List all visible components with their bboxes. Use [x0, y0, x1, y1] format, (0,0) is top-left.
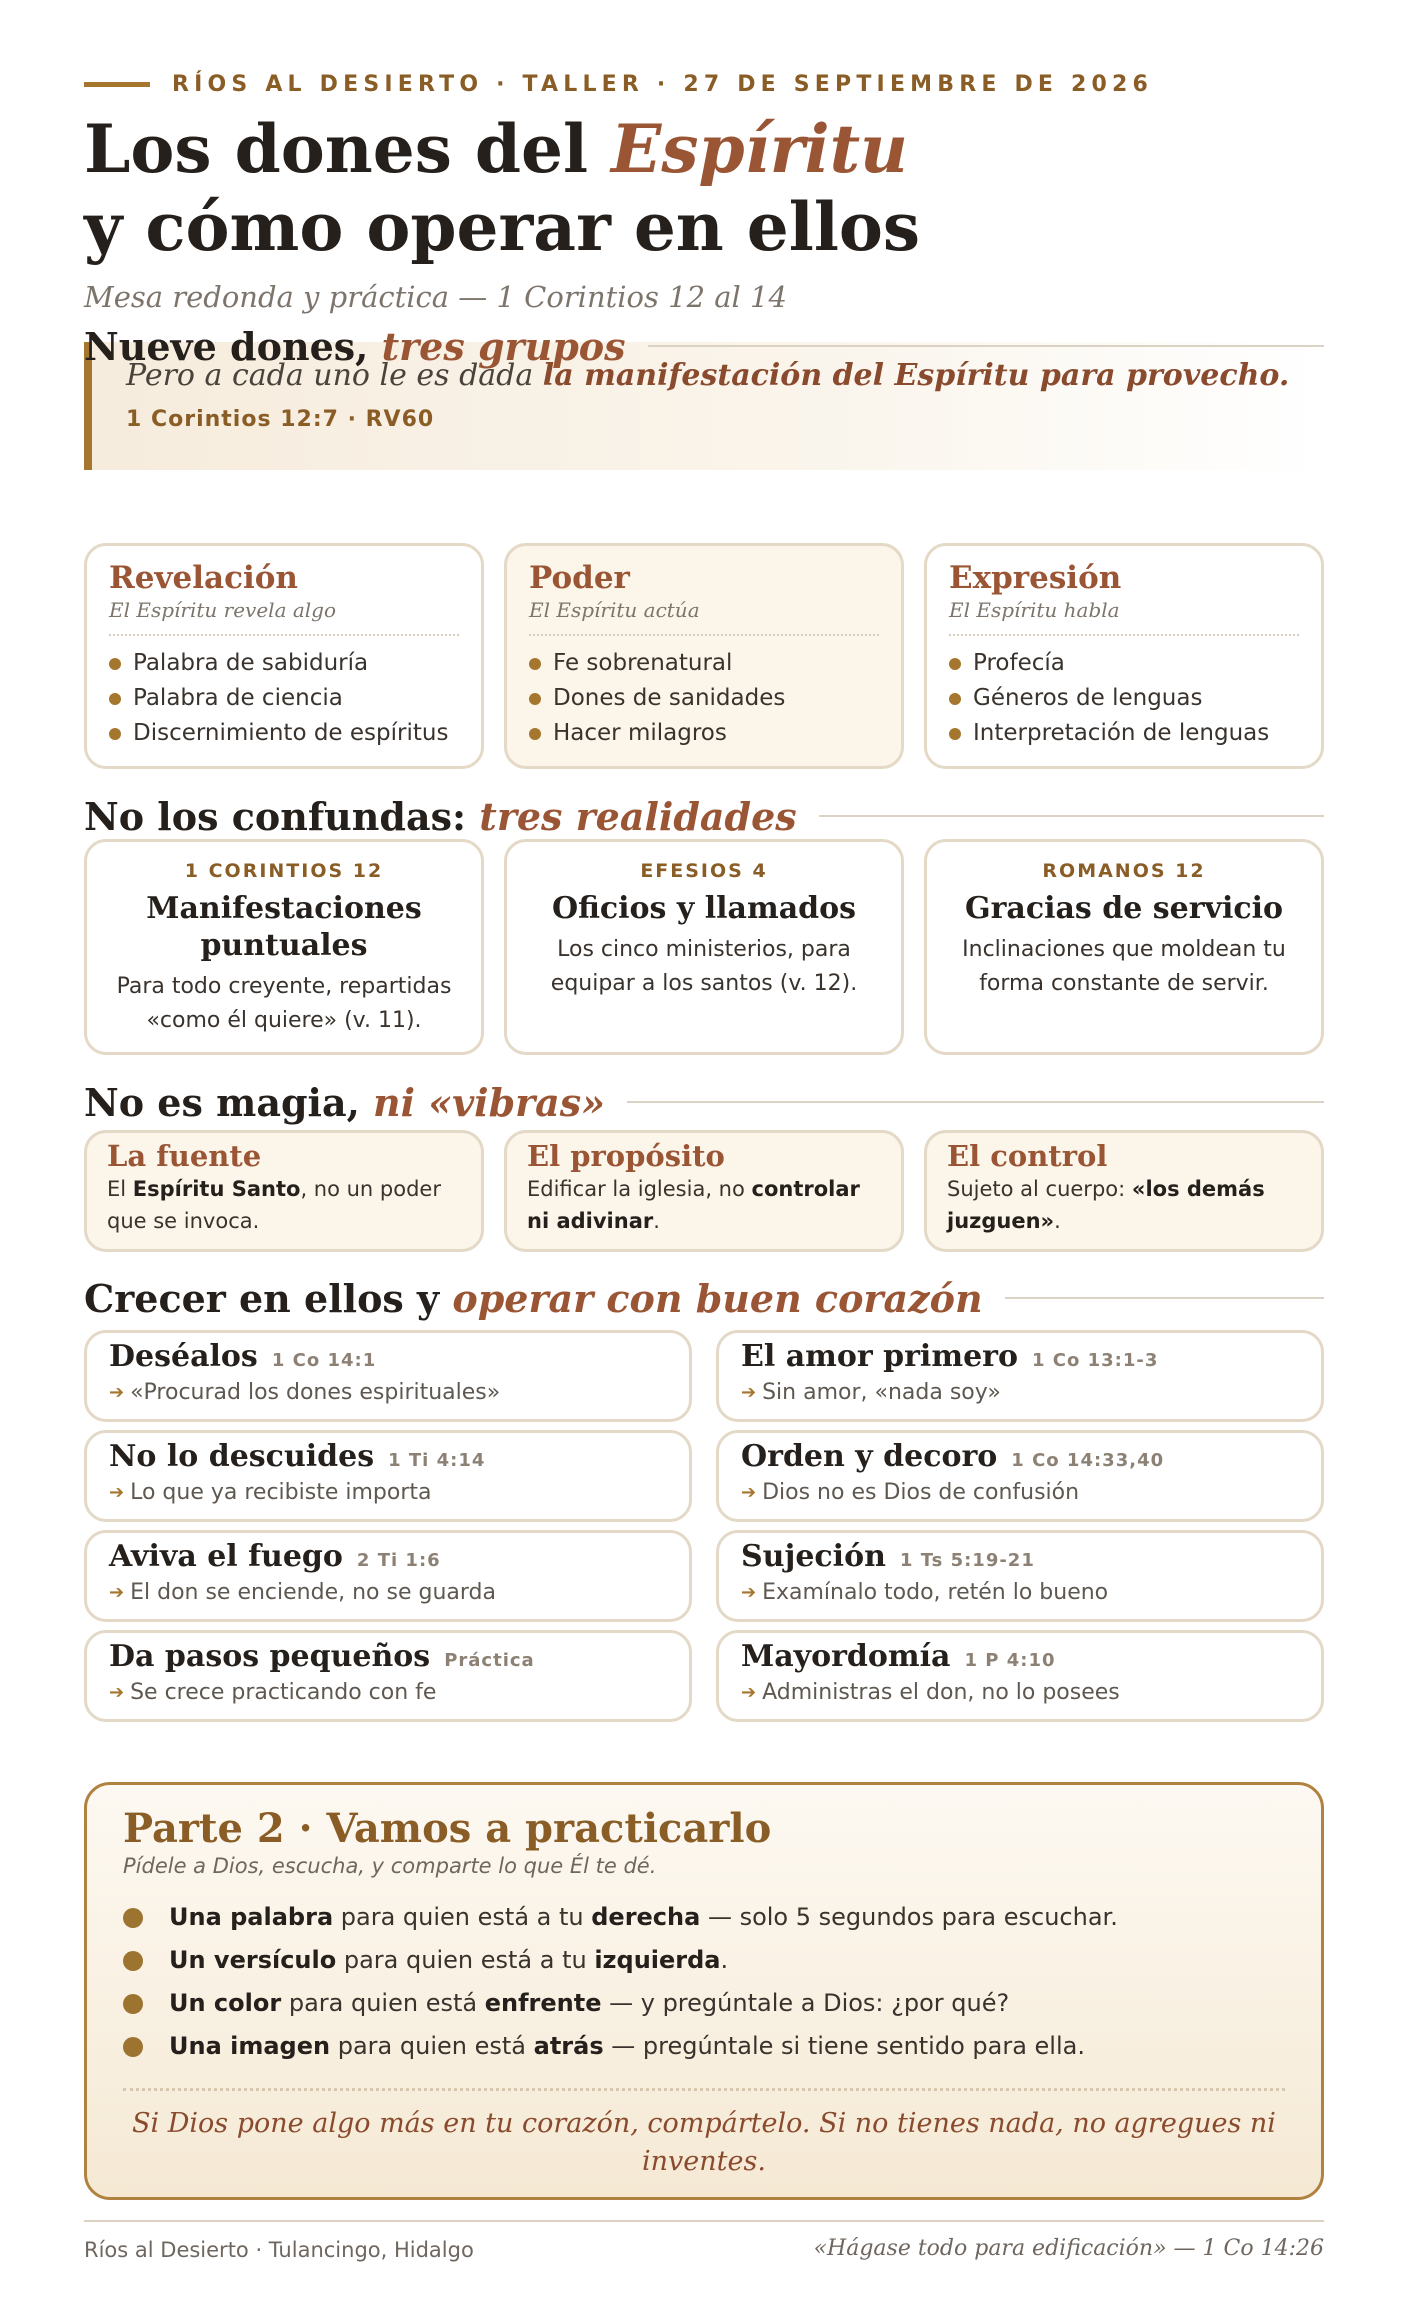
reality-title: Gracias de servicio — [964, 891, 1284, 926]
grow-desc — [741, 1380, 1301, 1405]
reality-card-offices — [504, 839, 904, 1055]
grow-desc-text: «Procurad los dones espirituales» — [130, 1380, 501, 1405]
group-card-revelation — [84, 543, 484, 769]
grow-card — [716, 1430, 1324, 1522]
footer-left: Ríos al Desierto · Tulancingo, Hidalgo — [84, 2238, 474, 2262]
title-line1-accent: Espíritu — [611, 110, 909, 188]
practice-item-bold: Una imagen — [169, 2032, 331, 2060]
arrow-right-icon: ➔ — [109, 1382, 125, 1403]
arrow-right-icon: ➔ — [741, 1582, 757, 1603]
grow-desc — [109, 1480, 669, 1505]
practice-item-text-part: — y pregúntale a Dios: ¿por qué? — [601, 1989, 1010, 2017]
grow-desc — [109, 1380, 669, 1405]
arrow-right-icon: ➔ — [741, 1682, 757, 1703]
section-title-accent: tres grupos — [381, 323, 626, 369]
bullet-dot-icon — [529, 728, 541, 740]
magic-desc — [107, 1173, 461, 1237]
reality-title: Manifestaciones puntuales — [146, 891, 422, 963]
bullet-dot-icon — [123, 1908, 143, 1928]
reality-card-manifestations — [84, 839, 484, 1055]
grow-title: Orden y decoro — [741, 1439, 998, 1474]
grow-desc — [741, 1480, 1301, 1505]
list-item — [123, 2025, 1285, 2068]
kicker-text: RÍOS AL DESIERTO · TALLER · 27 DE SEPTIEMBRE DE 2026 — [172, 71, 1154, 97]
grow-ref: 1 Ts 5:19-21 — [899, 1550, 1035, 1571]
group-list — [529, 646, 879, 751]
practice-item-bold: enfrente — [484, 1989, 602, 2017]
group-name: Expresión — [949, 560, 1122, 596]
practice-note: Si Dios pone algo más en tu corazón, compártelo. Si no tienes nada, no agregues ni inventes. — [123, 2088, 1285, 2181]
section-title — [84, 1080, 605, 1125]
bullet-dot-icon — [109, 728, 121, 740]
grow-head — [109, 1439, 669, 1474]
section-heading-magic — [84, 1076, 1324, 1128]
list-item-text: Dones de sanidades — [553, 685, 786, 711]
practice-item-text — [169, 1896, 1118, 1939]
practice-item-bold: izquierda — [594, 1946, 721, 1974]
grow-desc-text: El don se enciende, no se guarda — [130, 1580, 496, 1605]
grow-desc-text: Lo que ya recibiste importa — [130, 1480, 432, 1505]
list-item-text: Profecía — [973, 650, 1065, 676]
list-item-text: Hacer milagros — [553, 720, 727, 746]
list-item — [109, 646, 459, 681]
grow-desc — [109, 1680, 669, 1705]
section-title-pre: No es magia, — [84, 1079, 374, 1125]
magic-title: La fuente — [107, 1139, 262, 1173]
list-item — [529, 716, 879, 751]
bullet-dot-icon — [529, 658, 541, 670]
grow-head — [741, 1539, 1301, 1574]
grow-head — [741, 1639, 1301, 1674]
grow-ref: 1 Co 14:33,40 — [1011, 1450, 1165, 1471]
practice-item-text-part: — pregúntale si tiene sentido para ella. — [603, 2032, 1085, 2060]
reality-ref: ROMANOS 12 — [1042, 860, 1206, 882]
section-rule — [1005, 1297, 1324, 1299]
grow-card — [716, 1630, 1324, 1722]
grow-head — [109, 1639, 669, 1674]
bullet-dot-icon — [123, 2037, 143, 2057]
reality-ref: 1 CORINTIOS 12 — [184, 860, 384, 882]
bullet-dot-icon — [949, 728, 961, 740]
grow-title: Deséalos — [109, 1339, 258, 1374]
grow-desc-text: Sin amor, «nada soy» — [762, 1380, 1001, 1405]
list-item-text: Géneros de lenguas — [973, 685, 1203, 711]
list-item — [109, 681, 459, 716]
section-rule — [819, 815, 1324, 817]
magic-card-control — [924, 1130, 1324, 1252]
practice-item-text-part: para quien está a tu — [333, 1903, 592, 1931]
verse-text-pre: Pero a cada uno le es dada — [126, 358, 543, 393]
bullet-dot-icon — [949, 658, 961, 670]
arrow-right-icon: ➔ — [741, 1482, 757, 1503]
grow-ref: 1 P 4:10 — [964, 1650, 1056, 1671]
section-title — [84, 794, 797, 839]
group-subtitle: El Espíritu habla — [949, 598, 1299, 636]
grow-card — [84, 1430, 692, 1522]
magic-desc — [527, 1173, 881, 1237]
list-item-text: Palabra de sabiduría — [133, 650, 369, 676]
reality-desc: Inclinaciones que moldean tu forma constante de servir. — [962, 937, 1286, 996]
grow-desc-text: Se crece practicando con fe — [130, 1680, 437, 1705]
magic-desc-pre: Edificar la iglesia, no — [527, 1177, 752, 1201]
list-item-text: Interpretación de lenguas — [973, 720, 1270, 746]
footer-right: «Hágase todo para edificación» — 1 Co 14:26 — [813, 2236, 1324, 2261]
grow-ref: 2 Ti 1:6 — [356, 1550, 441, 1571]
group-name: Poder — [529, 560, 630, 596]
bullet-dot-icon — [123, 1994, 143, 2014]
page-title — [84, 110, 1324, 266]
section-heading-grow — [84, 1272, 1324, 1324]
arrow-right-icon: ➔ — [109, 1582, 125, 1603]
title-line1-pre: Los dones del — [84, 110, 612, 188]
page-subtitle: Mesa redonda y práctica — 1 Corintios 12 al 14 — [84, 280, 787, 314]
grow-title: Aviva el fuego — [109, 1539, 343, 1574]
practice-item-text-part: . — [720, 1946, 729, 1974]
practice-subtitle: Pídele a Dios, escucha, y comparte lo que Él te dé. — [123, 1854, 657, 1878]
practice-item-bold: atrás — [533, 2032, 604, 2060]
section-heading-realities — [84, 790, 1324, 842]
verse-text-strong: la manifestación del Espíritu para provecho. — [542, 358, 1290, 393]
grow-title: El amor primero — [741, 1339, 1018, 1374]
section-title-accent: ni «vibras» — [373, 1079, 605, 1125]
grow-card — [716, 1530, 1324, 1622]
list-item-text: Palabra de ciencia — [133, 685, 343, 711]
practice-item-text-part: para quien está — [330, 2032, 534, 2060]
magic-title: El control — [947, 1139, 1108, 1173]
bullet-dot-icon — [109, 658, 121, 670]
grow-ref: Práctica — [444, 1650, 535, 1671]
bullet-dot-icon — [109, 693, 121, 705]
practice-item-text — [169, 2025, 1085, 2068]
reality-card-graces — [924, 839, 1324, 1055]
bullet-dot-icon — [949, 693, 961, 705]
grow-title: Sujeción — [741, 1539, 886, 1574]
list-item — [529, 681, 879, 716]
kicker-rule — [84, 82, 150, 87]
grow-title: Da pasos pequeños — [109, 1639, 431, 1674]
section-title-accent: tres realidades — [479, 793, 797, 839]
magic-desc-post: . — [1054, 1209, 1061, 1233]
section-title-accent: operar con buen corazón — [452, 1275, 983, 1321]
group-card-power — [504, 543, 904, 769]
practice-item-bold: derecha — [591, 1903, 701, 1931]
list-item — [109, 716, 459, 751]
grow-ref: 1 Ti 4:14 — [388, 1450, 486, 1471]
practice-title: Parte 2 · Vamos a practicarlo — [123, 1805, 772, 1852]
magic-title: El propósito — [527, 1139, 725, 1173]
practice-item-bold: Un versículo — [169, 1946, 337, 1974]
list-item — [529, 646, 879, 681]
practice-item-bold: Un color — [169, 1989, 282, 2017]
group-name: Revelación — [109, 560, 298, 596]
list-item — [123, 1939, 1285, 1982]
grow-title: No lo descuides — [109, 1439, 375, 1474]
list-item — [949, 716, 1299, 751]
grow-desc-text: Dios no es Dios de confusión — [762, 1480, 1080, 1505]
grow-head — [109, 1539, 669, 1574]
magic-card-source — [84, 1130, 484, 1252]
bullet-dot-icon — [529, 693, 541, 705]
list-item — [949, 646, 1299, 681]
list-item-text: Fe sobrenatural — [553, 650, 733, 676]
verse-reference: 1 Corintios 12:7 · RV60 — [126, 407, 435, 432]
practice-item-text-part: para quien está a tu — [336, 1946, 595, 1974]
arrow-right-icon: ➔ — [741, 1382, 757, 1403]
section-title-pre: No los confundas: — [84, 793, 480, 839]
footer-rule — [84, 2220, 1324, 2222]
title-line2: y cómo operar en ellos — [84, 188, 921, 266]
list-item — [123, 1896, 1285, 1939]
section-title-pre: Crecer en ellos y — [84, 1275, 453, 1321]
grow-card — [716, 1330, 1324, 1422]
section-heading-gifts — [84, 320, 1324, 372]
magic-desc-pre: Sujeto al cuerpo: — [947, 1177, 1132, 1201]
arrow-right-icon: ➔ — [109, 1682, 125, 1703]
practice-item-text — [169, 1939, 728, 1982]
reality-ref: EFESIOS 4 — [640, 860, 768, 882]
magic-desc-post: , no un poder que se invoca. — [107, 1177, 441, 1233]
magic-desc-bold: Espíritu Santo — [132, 1177, 301, 1201]
grow-card — [84, 1630, 692, 1722]
list-item — [123, 1982, 1285, 2025]
practice-list — [123, 1896, 1285, 2068]
group-list — [109, 646, 459, 751]
magic-desc — [947, 1173, 1301, 1237]
practice-item-text-part: — solo 5 segundos para escuchar. — [700, 1903, 1118, 1931]
group-list — [949, 646, 1299, 751]
practice-item-text-part: para quien está — [281, 1989, 485, 2017]
group-subtitle: El Espíritu actúa — [529, 598, 879, 636]
section-title — [84, 324, 626, 369]
list-item-text: Discernimiento de espíritus — [133, 720, 449, 746]
magic-desc-post: . — [653, 1209, 660, 1233]
practice-item-text — [169, 1982, 1009, 2025]
reality-title: Oficios y llamados — [551, 891, 857, 926]
grow-card — [84, 1530, 692, 1622]
reality-desc: Para todo creyente, repartidas «como él quiere» (v. 11). — [116, 974, 452, 1033]
grow-ref: 1 Co 13:1-3 — [1031, 1350, 1159, 1371]
grow-desc — [741, 1680, 1301, 1705]
grow-head — [741, 1339, 1301, 1374]
grow-head — [741, 1439, 1301, 1474]
group-card-expression — [924, 543, 1324, 769]
grow-card — [84, 1330, 692, 1422]
grow-desc-text: Examínalo todo, retén lo bueno — [762, 1580, 1109, 1605]
practice-item-bold: Una palabra — [169, 1903, 334, 1931]
section-rule — [627, 1101, 1324, 1103]
section-rule — [648, 345, 1324, 347]
grow-desc — [741, 1580, 1301, 1605]
grow-desc — [109, 1580, 669, 1605]
magic-desc-bold: controlar ni adivinar — [527, 1177, 860, 1233]
grow-ref: 1 Co 14:1 — [271, 1350, 377, 1371]
magic-card-purpose — [504, 1130, 904, 1252]
section-title — [84, 1276, 983, 1321]
group-subtitle: El Espíritu revela algo — [109, 598, 459, 636]
practice-box — [84, 1782, 1324, 2200]
magic-desc-pre: El — [107, 1177, 133, 1201]
list-item — [949, 681, 1299, 716]
magic-desc-bold: «los demás juzguen» — [947, 1177, 1265, 1233]
arrow-right-icon: ➔ — [109, 1482, 125, 1503]
reality-desc: Los cinco ministerios, para equipar a los santos (v. 12). — [550, 937, 858, 996]
grow-title: Mayordomía — [741, 1639, 951, 1674]
grow-desc-text: Administras el don, no lo posees — [762, 1680, 1120, 1705]
kicker — [84, 70, 1153, 98]
section-title-pre: Nueve dones, — [84, 323, 382, 369]
bullet-dot-icon — [123, 1951, 143, 1971]
grow-head — [109, 1339, 669, 1374]
